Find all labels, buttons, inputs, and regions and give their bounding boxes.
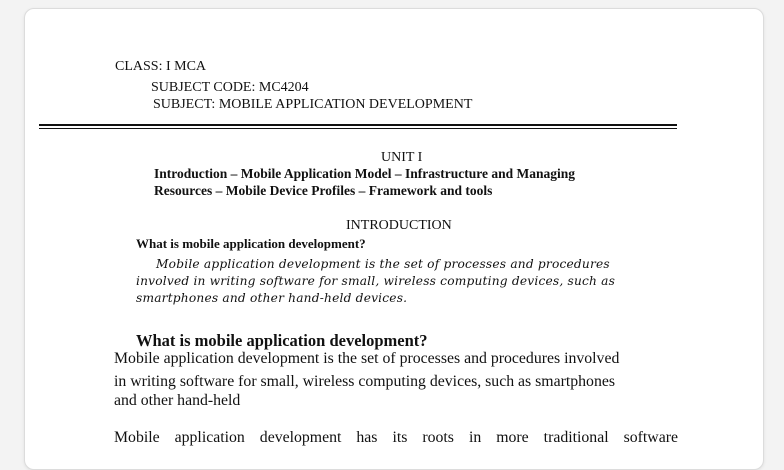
header-divider-thick [39,124,677,126]
class-line: CLASS: I MCA [115,59,207,74]
unit-topics-line-1: Introduction – Mobile Application Model – Infrastructure and Managing [154,166,576,181]
intro-italic-line-2: involved in writing software for small, wireless computing devices, such as [136,274,616,288]
subject-line: SUBJECT: MOBILE APPLICATION DEVELOPMENT [153,97,473,112]
intro-italic-line-1: Mobile application development is the set of processes and procedures [156,257,610,271]
para1-line-1: Mobile application development is the set of processes and procedures involved [114,350,620,367]
introduction-heading: INTRODUCTION [346,218,452,233]
para1-line-3: and other hand-held [114,392,241,409]
para2-line-1: Mobile application development has its roots in more traditional software [114,429,678,446]
subject-code-line: SUBJECT CODE: MC4204 [151,80,309,95]
document-page [24,8,764,470]
section-question: What is mobile application development? [136,331,428,350]
header-divider-thin [39,128,677,129]
unit-title: UNIT I [381,150,423,165]
para1-line-2: in writing software for small, wireless computing devices, such as smartphones [114,373,616,390]
intro-italic-line-3: smartphones and other hand-held devices. [136,291,408,305]
intro-question: What is mobile application development? [136,236,366,251]
unit-topics-line-2: Resources – Mobile Device Profiles – Framework and tools [154,183,493,198]
